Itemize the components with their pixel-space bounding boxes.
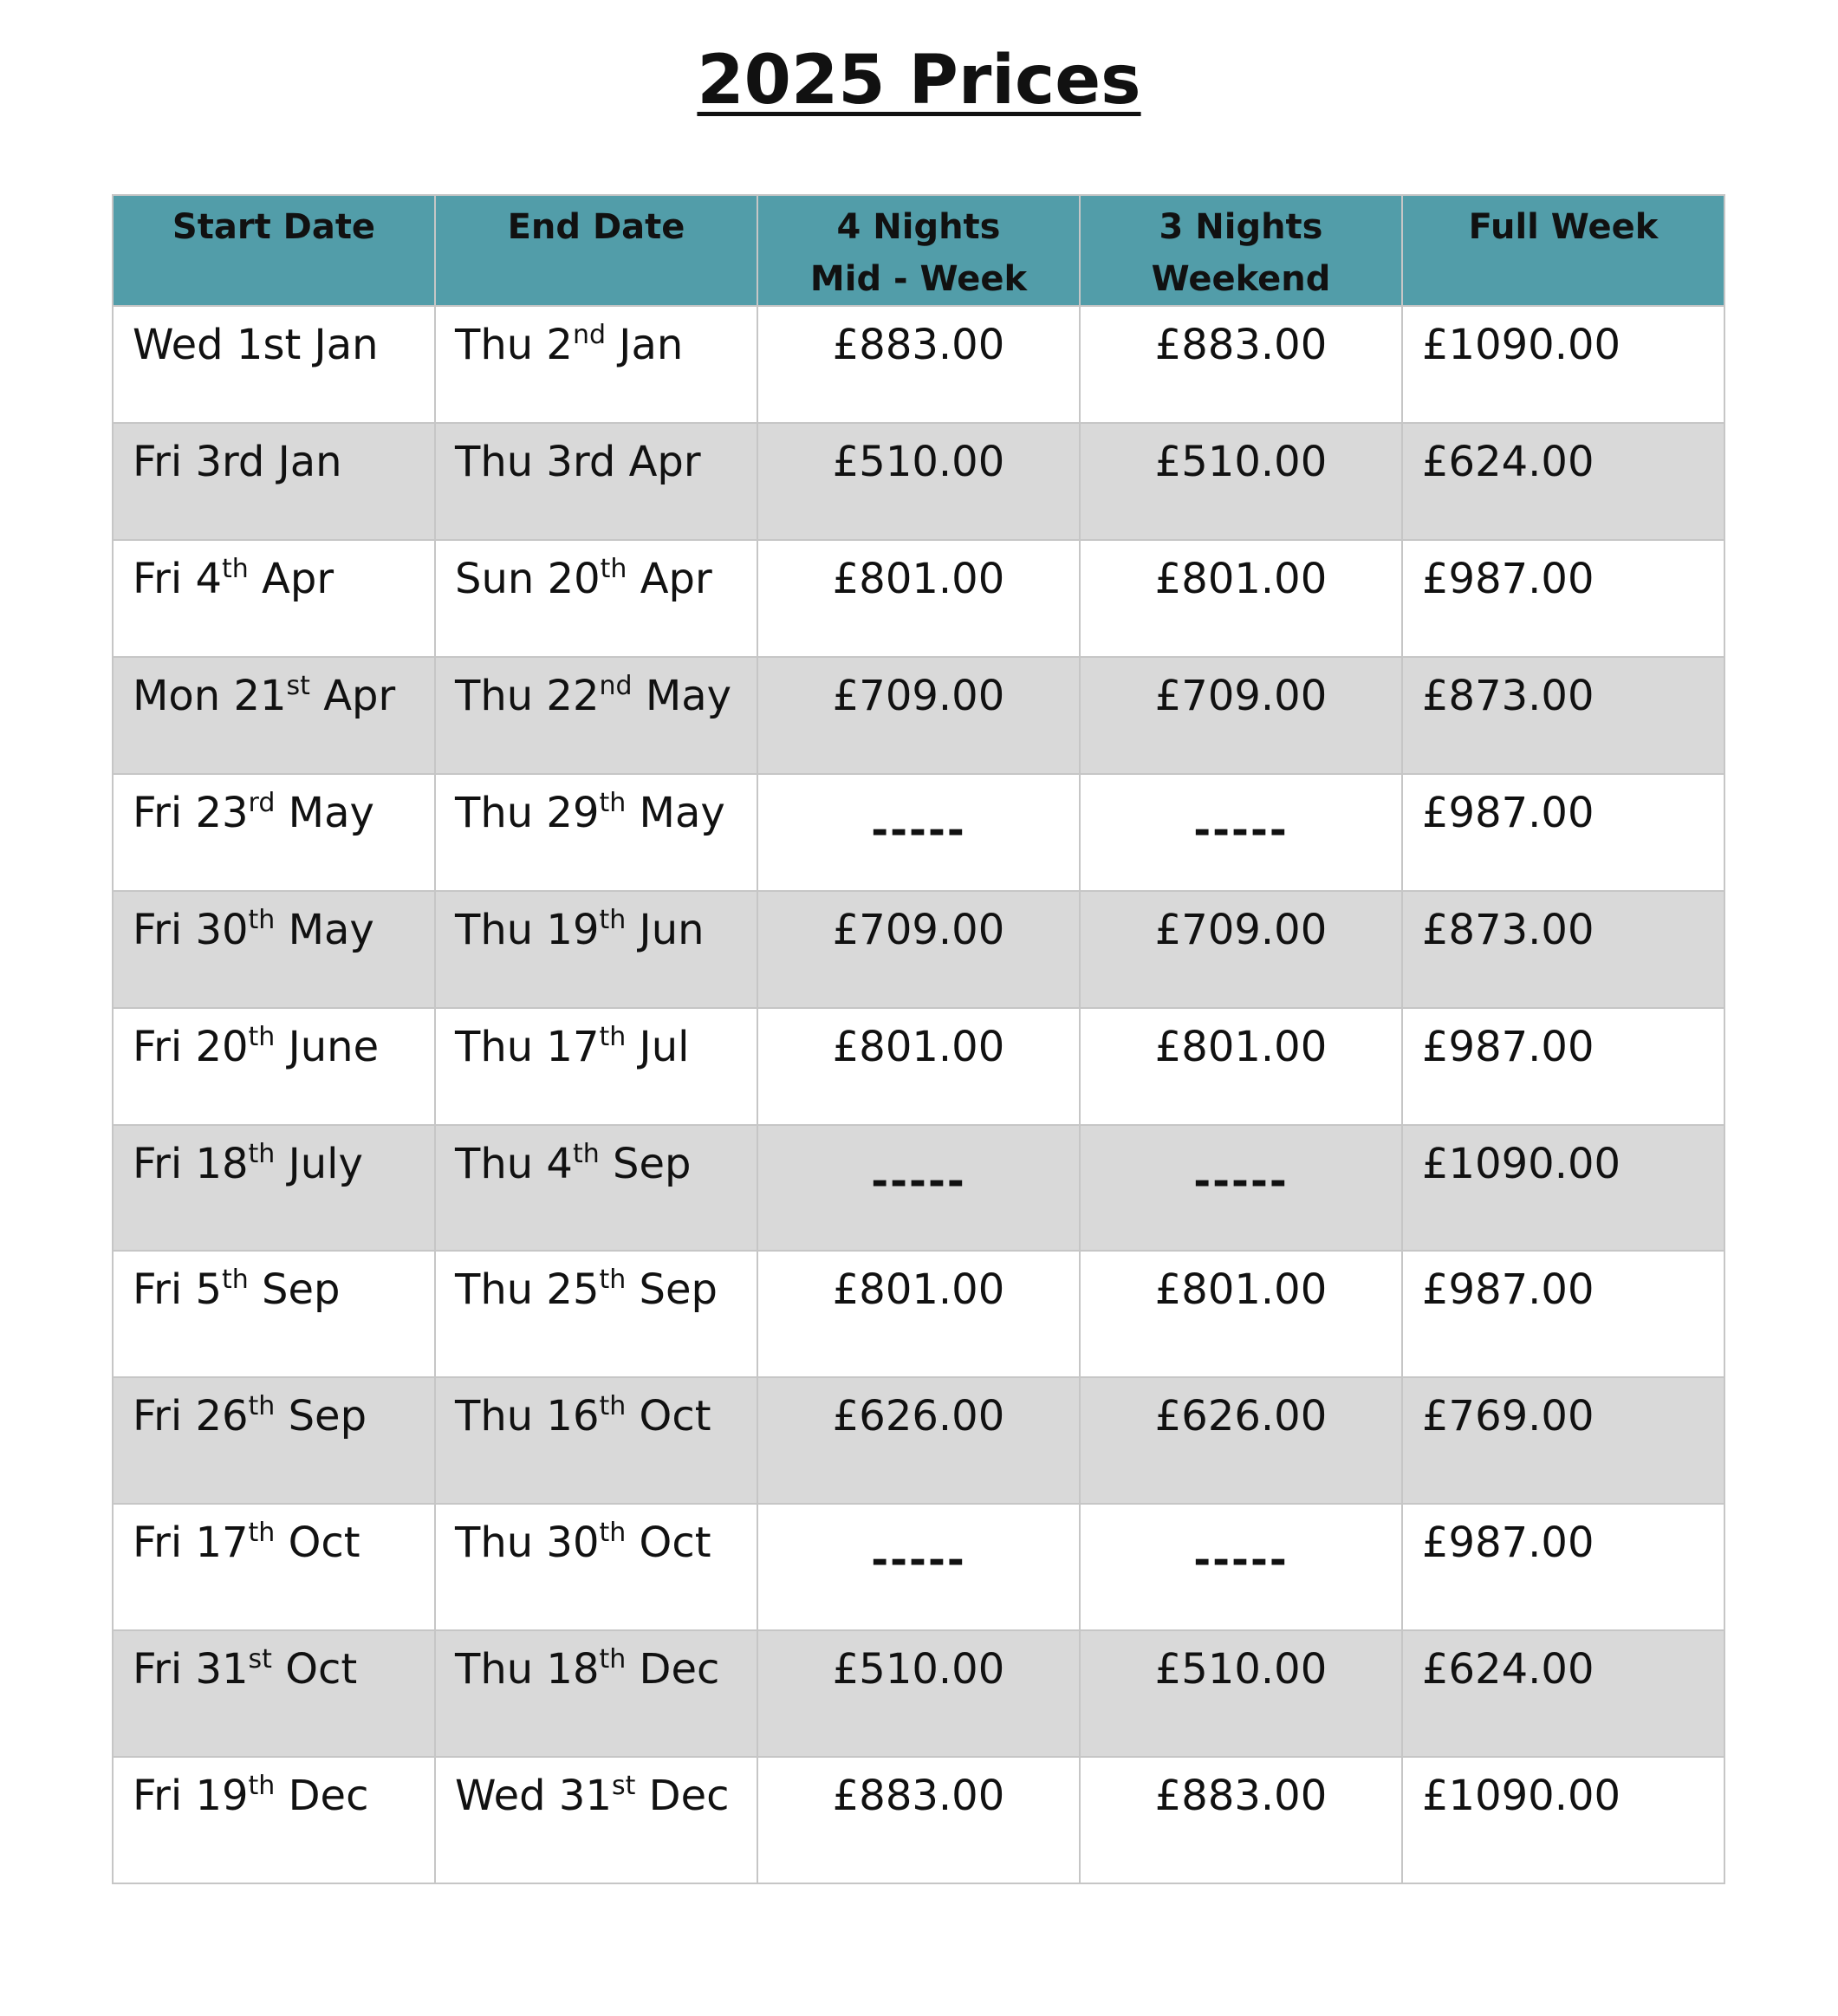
start-date-cell: Fri 18th July	[113, 1125, 435, 1251]
full-week-price-cell: £1090.00	[1402, 1125, 1724, 1251]
end-date-cell: Thu 3rd Apr	[435, 423, 757, 540]
full-week-price-cell: £624.00	[1402, 1630, 1724, 1757]
weekend-price-cell: -----	[1080, 1504, 1402, 1630]
start-date-cell: Fri 20th June	[113, 1008, 435, 1125]
price-table	[112, 194, 1725, 1884]
full-week-price-cell: £987.00	[1402, 1504, 1724, 1630]
table-row	[113, 540, 1724, 657]
table-row	[113, 891, 1724, 1008]
weekend-price-cell: £801.00	[1080, 1008, 1402, 1125]
full-week-price-cell: £987.00	[1402, 1251, 1724, 1377]
full-week-price-cell: £1090.00	[1402, 1757, 1724, 1883]
end-date-cell: Thu 19th Jun	[435, 891, 757, 1008]
end-date-cell: Thu 2nd Jan	[435, 306, 757, 423]
start-date-cell: Fri 23rd May	[113, 774, 435, 891]
start-date-cell: Fri 31st Oct	[113, 1630, 435, 1757]
start-date-cell: Mon 21st Apr	[113, 657, 435, 774]
end-date-cell: Sun 20th Apr	[435, 540, 757, 657]
end-date-cell: Thu 29th May	[435, 774, 757, 891]
start-date-cell: Fri 19th Dec	[113, 1757, 435, 1883]
price-rows	[113, 306, 1724, 1883]
mid-week-price-cell: -----	[757, 1504, 1080, 1630]
header-3-nights-weekend: 3 Nights Weekend	[1080, 195, 1402, 306]
mid-week-price-cell: £801.00	[757, 540, 1080, 657]
full-week-price-cell: £987.00	[1402, 540, 1724, 657]
table-row	[113, 306, 1724, 423]
start-date-cell: Fri 3rd Jan	[113, 423, 435, 540]
weekend-price-cell: £709.00	[1080, 891, 1402, 1008]
full-week-price-cell: £873.00	[1402, 891, 1724, 1008]
start-date-cell: Fri 30th May	[113, 891, 435, 1008]
full-week-price-cell: £1090.00	[1402, 306, 1724, 423]
mid-week-price-cell: -----	[757, 1125, 1080, 1251]
full-week-price-cell: £769.00	[1402, 1377, 1724, 1504]
mid-week-price-cell: £510.00	[757, 423, 1080, 540]
weekend-price-cell: £801.00	[1080, 1251, 1402, 1377]
weekend-price-cell: £883.00	[1080, 1757, 1402, 1883]
end-date-cell: Wed 31st Dec	[435, 1757, 757, 1883]
weekend-price-cell: £510.00	[1080, 423, 1402, 540]
end-date-cell: Thu 17th Jul	[435, 1008, 757, 1125]
full-week-price-cell: £624.00	[1402, 423, 1724, 540]
mid-week-price-cell: £801.00	[757, 1008, 1080, 1125]
end-date-cell: Thu 25th Sep	[435, 1251, 757, 1377]
mid-week-price-cell: £709.00	[757, 657, 1080, 774]
end-date-cell: Thu 18th Dec	[435, 1630, 757, 1757]
table-row	[113, 1757, 1724, 1883]
mid-week-price-cell: -----	[757, 774, 1080, 891]
header-start-date: Start Date	[113, 195, 435, 306]
start-date-cell: Fri 5th Sep	[113, 1251, 435, 1377]
table-row	[113, 1125, 1724, 1251]
page-title: 2025 Prices	[697, 42, 1141, 120]
end-date-cell: Thu 16th Oct	[435, 1377, 757, 1504]
end-date-cell: Thu 30th Oct	[435, 1504, 757, 1630]
weekend-price-cell: £626.00	[1080, 1377, 1402, 1504]
weekend-price-cell: -----	[1080, 774, 1402, 891]
full-week-price-cell: £873.00	[1402, 657, 1724, 774]
full-week-price-cell: £987.00	[1402, 774, 1724, 891]
table-row	[113, 1377, 1724, 1504]
table-row	[113, 1630, 1724, 1757]
start-date-cell: Wed 1st Jan	[113, 306, 435, 423]
table-row	[113, 774, 1724, 891]
mid-week-price-cell: £626.00	[757, 1377, 1080, 1504]
table-row	[113, 423, 1724, 540]
full-week-price-cell: £987.00	[1402, 1008, 1724, 1125]
mid-week-price-cell: £801.00	[757, 1251, 1080, 1377]
start-date-cell: Fri 17th Oct	[113, 1504, 435, 1630]
header-row	[113, 195, 1724, 306]
weekend-price-cell: -----	[1080, 1125, 1402, 1251]
weekend-price-cell: £883.00	[1080, 306, 1402, 423]
mid-week-price-cell: £883.00	[757, 1757, 1080, 1883]
table-row	[113, 1251, 1724, 1377]
header-full-week: Full Week	[1402, 195, 1724, 306]
weekend-price-cell: £801.00	[1080, 540, 1402, 657]
table-row	[113, 657, 1724, 774]
end-date-cell: Thu 4th Sep	[435, 1125, 757, 1251]
mid-week-price-cell: £510.00	[757, 1630, 1080, 1757]
start-date-cell: Fri 26th Sep	[113, 1377, 435, 1504]
weekend-price-cell: £709.00	[1080, 657, 1402, 774]
table-row	[113, 1504, 1724, 1630]
mid-week-price-cell: £709.00	[757, 891, 1080, 1008]
header-end-date: End Date	[435, 195, 757, 306]
start-date-cell: Fri 4th Apr	[113, 540, 435, 657]
weekend-price-cell: £510.00	[1080, 1630, 1402, 1757]
end-date-cell: Thu 22nd May	[435, 657, 757, 774]
mid-week-price-cell: £883.00	[757, 306, 1080, 423]
header-4-nights-mid-week: 4 Nights Mid - Week	[757, 195, 1080, 306]
table-row	[113, 1008, 1724, 1125]
